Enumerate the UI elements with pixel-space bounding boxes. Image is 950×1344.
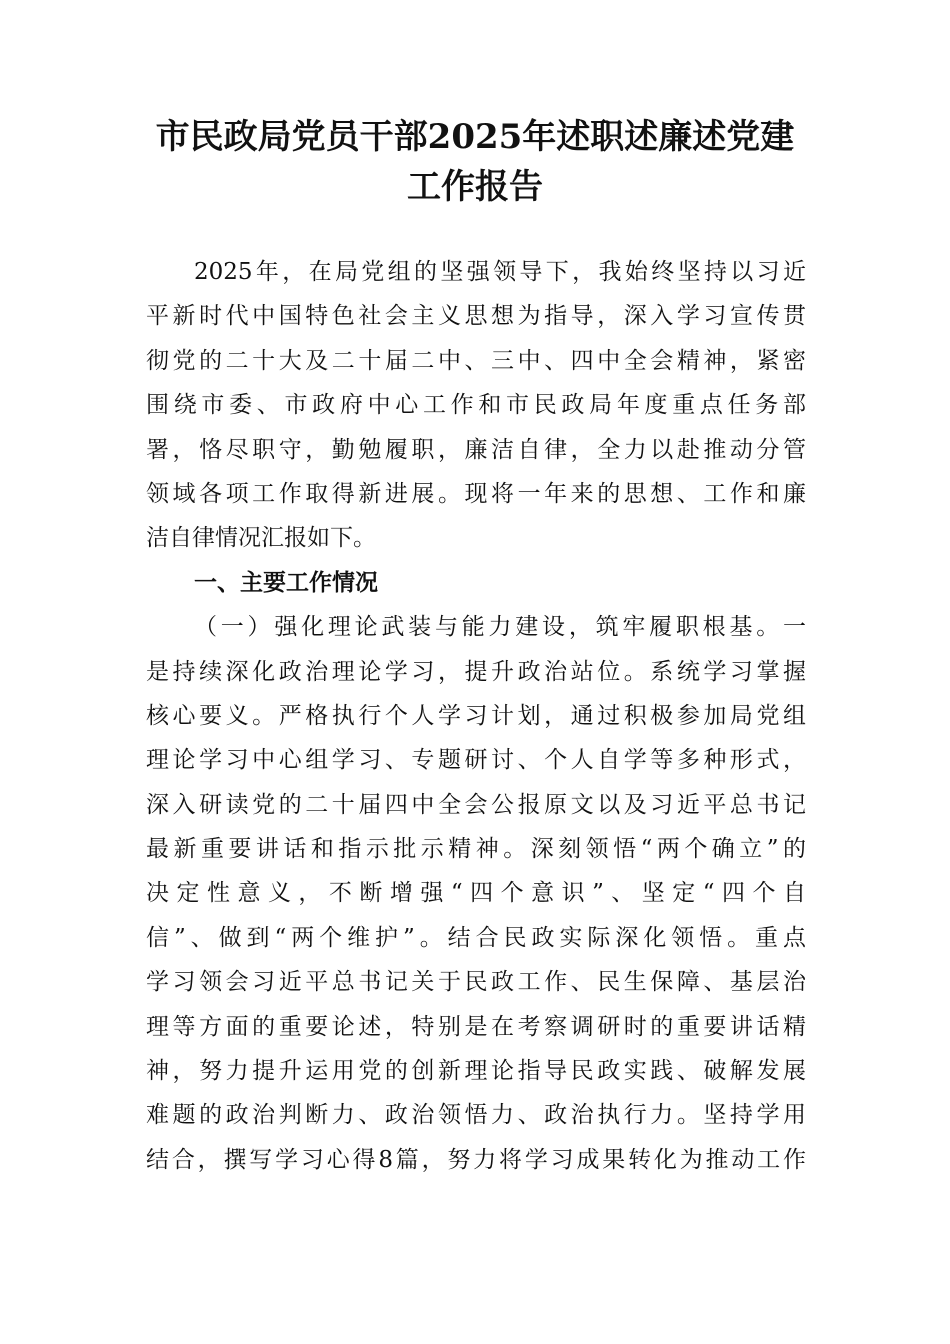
section1-line: 理等方面的重要论述，特别是在考察调研时的重要讲话精: [146, 1013, 806, 1040]
section1-line: 神，努力提升运用党的创新理论指导民政实践、破解发展: [146, 1058, 806, 1085]
section1-line: 决定性意义，不断增强“四个意识”、坚定“四个自: [146, 880, 806, 907]
section1-line: （一）强化理论武装与能力建设，筑牢履职根基。一: [194, 614, 806, 641]
section1-line: 结合，撰写学习心得8篇，努力将学习成果转化为推动工作: [146, 1146, 806, 1173]
intro-line: 彻党的二十大及二十届二中、三中、四中全会精神，紧密: [146, 347, 806, 374]
intro-line: 署，恪尽职守，勤勉履职，廉洁自律，全力以赴推动分管: [146, 436, 806, 463]
section-heading: 一、主要工作情况: [194, 569, 378, 596]
intro-line: 洁自律情况汇报如下。: [146, 525, 376, 552]
intro-line: 领域各项工作取得新进展。现将一年来的思想、工作和廉: [146, 480, 806, 507]
section1-line: 信”、做到“两个维护”。结合民政实际深化领悟。重点: [146, 924, 806, 951]
title-line-2: 工作报告: [407, 167, 543, 207]
document-body: [146, 250, 806, 1182]
section1-line: 难题的政治判断力、政治领悟力、政治执行力。坚持学用: [146, 1102, 806, 1129]
document-title: [120, 112, 830, 212]
section1-line: 最新重要讲话和指示批示精神。深刻领悟“两个确立”的: [146, 836, 806, 863]
section1-line: 核心要义。严格执行个人学习计划，通过积极参加局党组: [146, 702, 806, 729]
intro-line: 围绕市委、市政府中心工作和市民政局年度重点任务部: [146, 392, 806, 419]
section1-line: 理论学习中心组学习、专题研讨、个人自学等多种形式，: [146, 747, 806, 774]
intro-line: 2025年，在局党组的坚强领导下，我始终坚持以习近: [194, 259, 806, 285]
intro-line: 平新时代中国特色社会主义思想为指导，深入学习宣传贯: [146, 303, 806, 330]
section1-line: 深入研读党的二十届四中全会公报原文以及习近平总书记: [146, 791, 806, 818]
section1-line: 学习领会习近平总书记关于民政工作、民生保障、基层治: [146, 969, 806, 996]
section1-line: 是持续深化政治理论学习，提升政治站位。系统学习掌握: [146, 658, 806, 685]
title-line-1: 市民政局党员干部2025年述职述廉述党建: [155, 117, 795, 157]
